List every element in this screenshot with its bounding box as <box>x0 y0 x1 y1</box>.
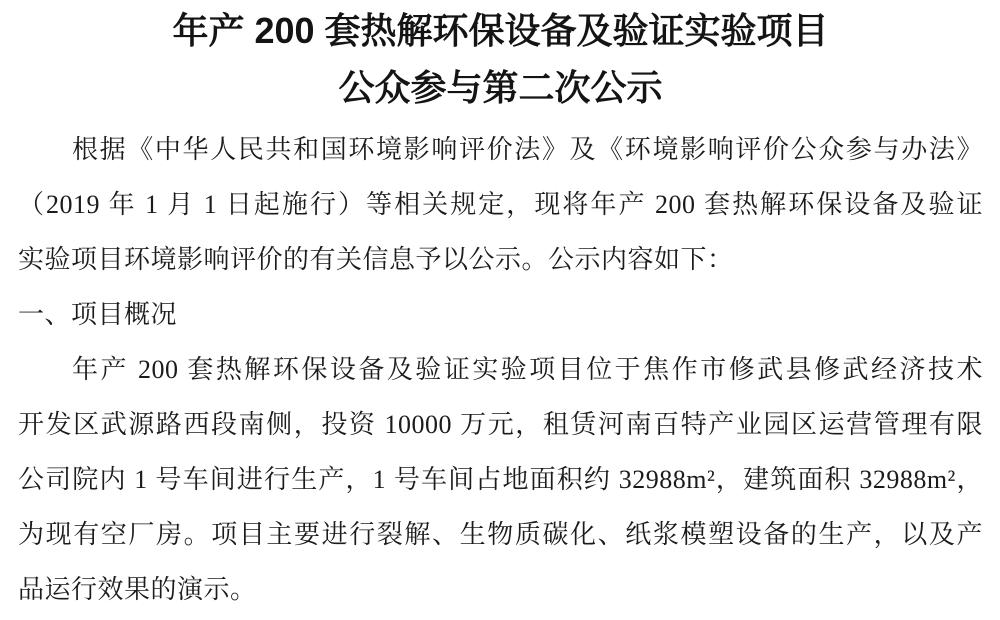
line-workshop-area: 公司院内 1 号车间进行生产，1 号车间占地面积约 32988m²，建筑面积 32988m²， <box>18 465 983 494</box>
line-project-location: 年产 200 套热解环保设备及验证实验项目位于焦作市修武县修武经济技术 <box>72 355 983 384</box>
line-legal-basis: 根据《中华人民共和国环境影响评价法》及《环境影响评价公众参与办法》 <box>72 135 983 164</box>
document-title <box>18 2 983 116</box>
line-regulation-effective-date: （2019 年 1 月 1 日起施行）等相关规定，现将年产 200 套热解环保设备及验证 <box>18 190 983 219</box>
line-investment-lease: 开发区武源路西段南侧，投资 10000 万元，租赁河南百特产业园区运营管理有限 <box>18 410 983 439</box>
title-line-1: 年产 200 套热解环保设备及验证实验项目 <box>172 10 829 51</box>
section-heading-project-overview: 一、项目概况 <box>18 300 178 329</box>
title-line-2: 公众参与第二次公示 <box>338 67 663 108</box>
line-announcement-intro: 实验项目环境影响评价的有关信息予以公示。公示内容如下： <box>18 245 734 274</box>
line-demonstration: 品运行效果的演示。 <box>18 575 257 604</box>
line-production-content: 为现有空厂房。项目主要进行裂解、生物质碳化、纸浆模塑设备的生产，以及产 <box>18 520 983 549</box>
document-body <box>18 122 983 617</box>
